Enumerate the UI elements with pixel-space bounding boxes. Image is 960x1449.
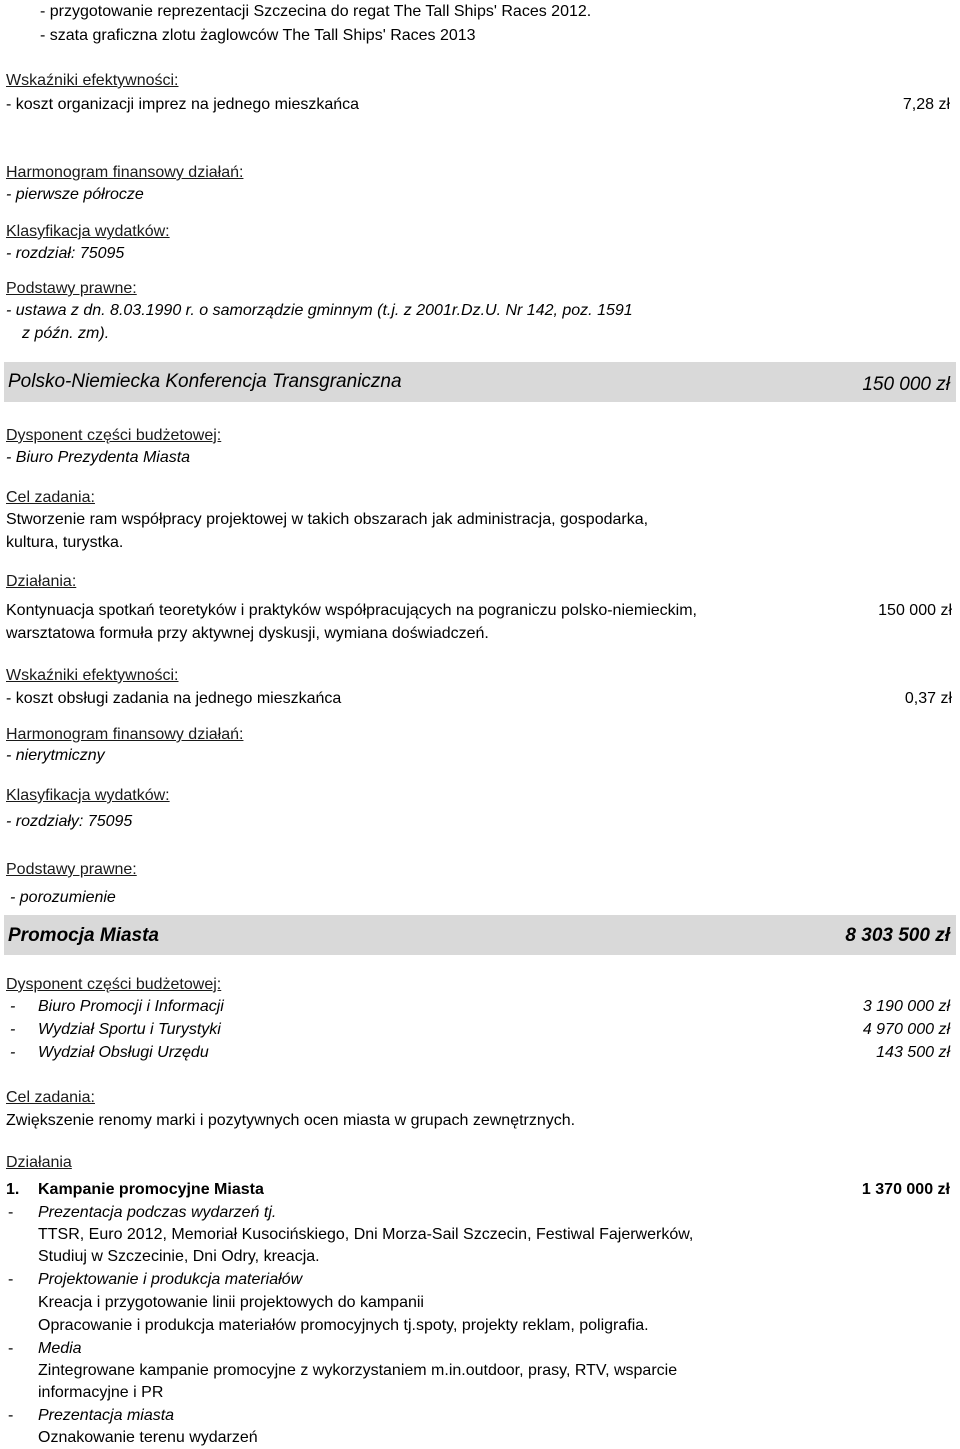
cel-heading-3: Cel zadania: bbox=[6, 1089, 95, 1106]
item-line: Zintegrowane kampanie promocyjne z wykorzystaniem m.in.outdoor, prasy, RTV, wsparcie bbox=[38, 1362, 678, 1379]
item-title: Media bbox=[38, 1340, 82, 1357]
klasyfikacja-heading-2: Klasyfikacja wydatków: bbox=[6, 787, 170, 804]
klasyfikacja-text-2: - rozdziały: 75095 bbox=[6, 813, 133, 830]
dysponent-value: 4 970 000 zł bbox=[862, 1021, 950, 1038]
dysponent-value: 3 190 000 zł bbox=[862, 998, 950, 1015]
dysponent-heading-2: Dysponent części budżetowej: bbox=[6, 427, 222, 444]
item-line: Oznakowanie terenu wydarzeń bbox=[38, 1429, 258, 1446]
dysponent-name: Wydział Obsługi Urzędu bbox=[38, 1044, 209, 1061]
dysponent-text-2: - Biuro Prezydenta Miasta bbox=[6, 449, 191, 466]
section-title-konferencja: Polsko-Niemiecka Konferencja Transgraniczna bbox=[8, 371, 402, 392]
dysponent-name: Biuro Promocji i Informacji bbox=[38, 998, 224, 1015]
harmonogram-heading: Harmonogram finansowy działań: bbox=[6, 164, 244, 181]
podstawy-heading-2: Podstawy prawne: bbox=[6, 861, 137, 878]
section-amount-promocja: 8 303 500 zł bbox=[845, 925, 950, 946]
harmonogram-text: - pierwsze półrocze bbox=[6, 186, 144, 203]
kampanie-number: 1. bbox=[6, 1181, 20, 1198]
item-line: Opracowanie i produkcja materiałów promocyjnych tj.spoty, projekty reklam, poligrafia. bbox=[38, 1317, 649, 1334]
wskaznik-value: 7,28 zł bbox=[902, 96, 950, 113]
list-dash: - bbox=[8, 1204, 14, 1221]
kampanie-value: 1 370 000 zł bbox=[861, 1181, 950, 1198]
item-title: Prezentacja podczas wydarzeń tj. bbox=[38, 1204, 277, 1221]
section-title-promocja: Promocja Miasta bbox=[8, 925, 159, 946]
wskaznik-text: - koszt organizacji imprez na jednego mieszkańca bbox=[6, 96, 360, 113]
klasyfikacja-heading: Klasyfikacja wydatków: bbox=[6, 223, 170, 240]
dysponent-name: Wydział Sportu i Turystyki bbox=[38, 1021, 221, 1038]
item-title: Prezentacja miasta bbox=[38, 1407, 175, 1424]
wskaznik-text-2: - koszt obsługi zadania na jednego mieszkańca bbox=[6, 690, 342, 707]
klasyfikacja-text: - rozdział: 75095 bbox=[6, 245, 125, 262]
harmonogram-heading-2: Harmonogram finansowy działań: bbox=[6, 726, 244, 743]
wskaznik-value-2: 0,37 zł bbox=[904, 690, 952, 707]
list-dash: - bbox=[10, 1021, 16, 1038]
top-line-1: - przygotowanie reprezentacji Szczecina do regat The Tall Ships' Races 2012. bbox=[40, 3, 592, 20]
list-dash: - bbox=[8, 1271, 14, 1288]
item-line: Studiuj w Szczecinie, Dni Odry, kreacja. bbox=[38, 1248, 320, 1265]
podstawy-heading: Podstawy prawne: bbox=[6, 280, 137, 297]
cel-text-3: Zwiększenie renomy marki i pozytywnych ocen miasta w grupach zewnętrznych. bbox=[6, 1112, 576, 1129]
section-amount-konferencja: 150 000 zł bbox=[862, 374, 950, 395]
dzialania-line-1: Kontynuacja spotkań teoretyków i praktyków współpracujących na pograniczu polsko-niemieckim, bbox=[6, 602, 697, 619]
wskazniki-heading: Wskaźniki efektywności: bbox=[6, 72, 179, 89]
list-dash: - bbox=[8, 1340, 14, 1357]
dzialania-line-2: warsztatowa formuła przy aktywnej dyskusji, wymiana doświadczeń. bbox=[6, 625, 489, 642]
cel-line-2: kultura, turystka. bbox=[6, 534, 124, 551]
top-line-2: - szata graficzna zlotu żaglowców The Tall Ships' Races 2013 bbox=[40, 27, 476, 44]
dzialania-heading-3: Działania bbox=[6, 1154, 72, 1171]
item-title: Projektowanie i produkcja materiałów bbox=[38, 1271, 303, 1288]
podstawy-line-2: z późn. zm). bbox=[22, 325, 110, 342]
harmonogram-text-2: - nierytmiczny bbox=[6, 747, 105, 764]
dzialania-value-2: 150 000 zł bbox=[878, 602, 952, 619]
cel-heading-2: Cel zadania: bbox=[6, 489, 95, 506]
wskazniki-heading-2: Wskaźniki efektywności: bbox=[6, 667, 179, 684]
dysponent-value: 143 500 zł bbox=[876, 1044, 950, 1061]
item-line: informacyjne i PR bbox=[38, 1384, 164, 1401]
dysponent-heading-3: Dysponent części budżetowej: bbox=[6, 976, 222, 993]
item-line: TTSR, Euro 2012, Memoriał Kusocińskiego, Dni Morza-Sail Szczecin, Festiwal Fajerwerków, bbox=[38, 1226, 694, 1243]
list-dash: - bbox=[8, 1407, 14, 1424]
podstawy-line-1: - ustawa z dn. 8.03.1990 r. o samorządzie gminnym (t.j. z 2001r.Dz.U. Nr 142, poz. 1591 bbox=[6, 302, 633, 319]
list-dash: - bbox=[10, 1044, 16, 1061]
list-dash: - bbox=[10, 998, 16, 1015]
item-line: Kreacja i przygotowanie linii projektowych do kampanii bbox=[38, 1294, 424, 1311]
kampanie-title: Kampanie promocyjne Miasta bbox=[38, 1181, 264, 1198]
podstawy-text-2: - porozumienie bbox=[10, 889, 116, 906]
dzialania-heading-2: Działania: bbox=[6, 573, 77, 590]
cel-line-1: Stworzenie ram współpracy projektowej w takich obszarach jak administracja, gospodarka, bbox=[6, 511, 649, 528]
